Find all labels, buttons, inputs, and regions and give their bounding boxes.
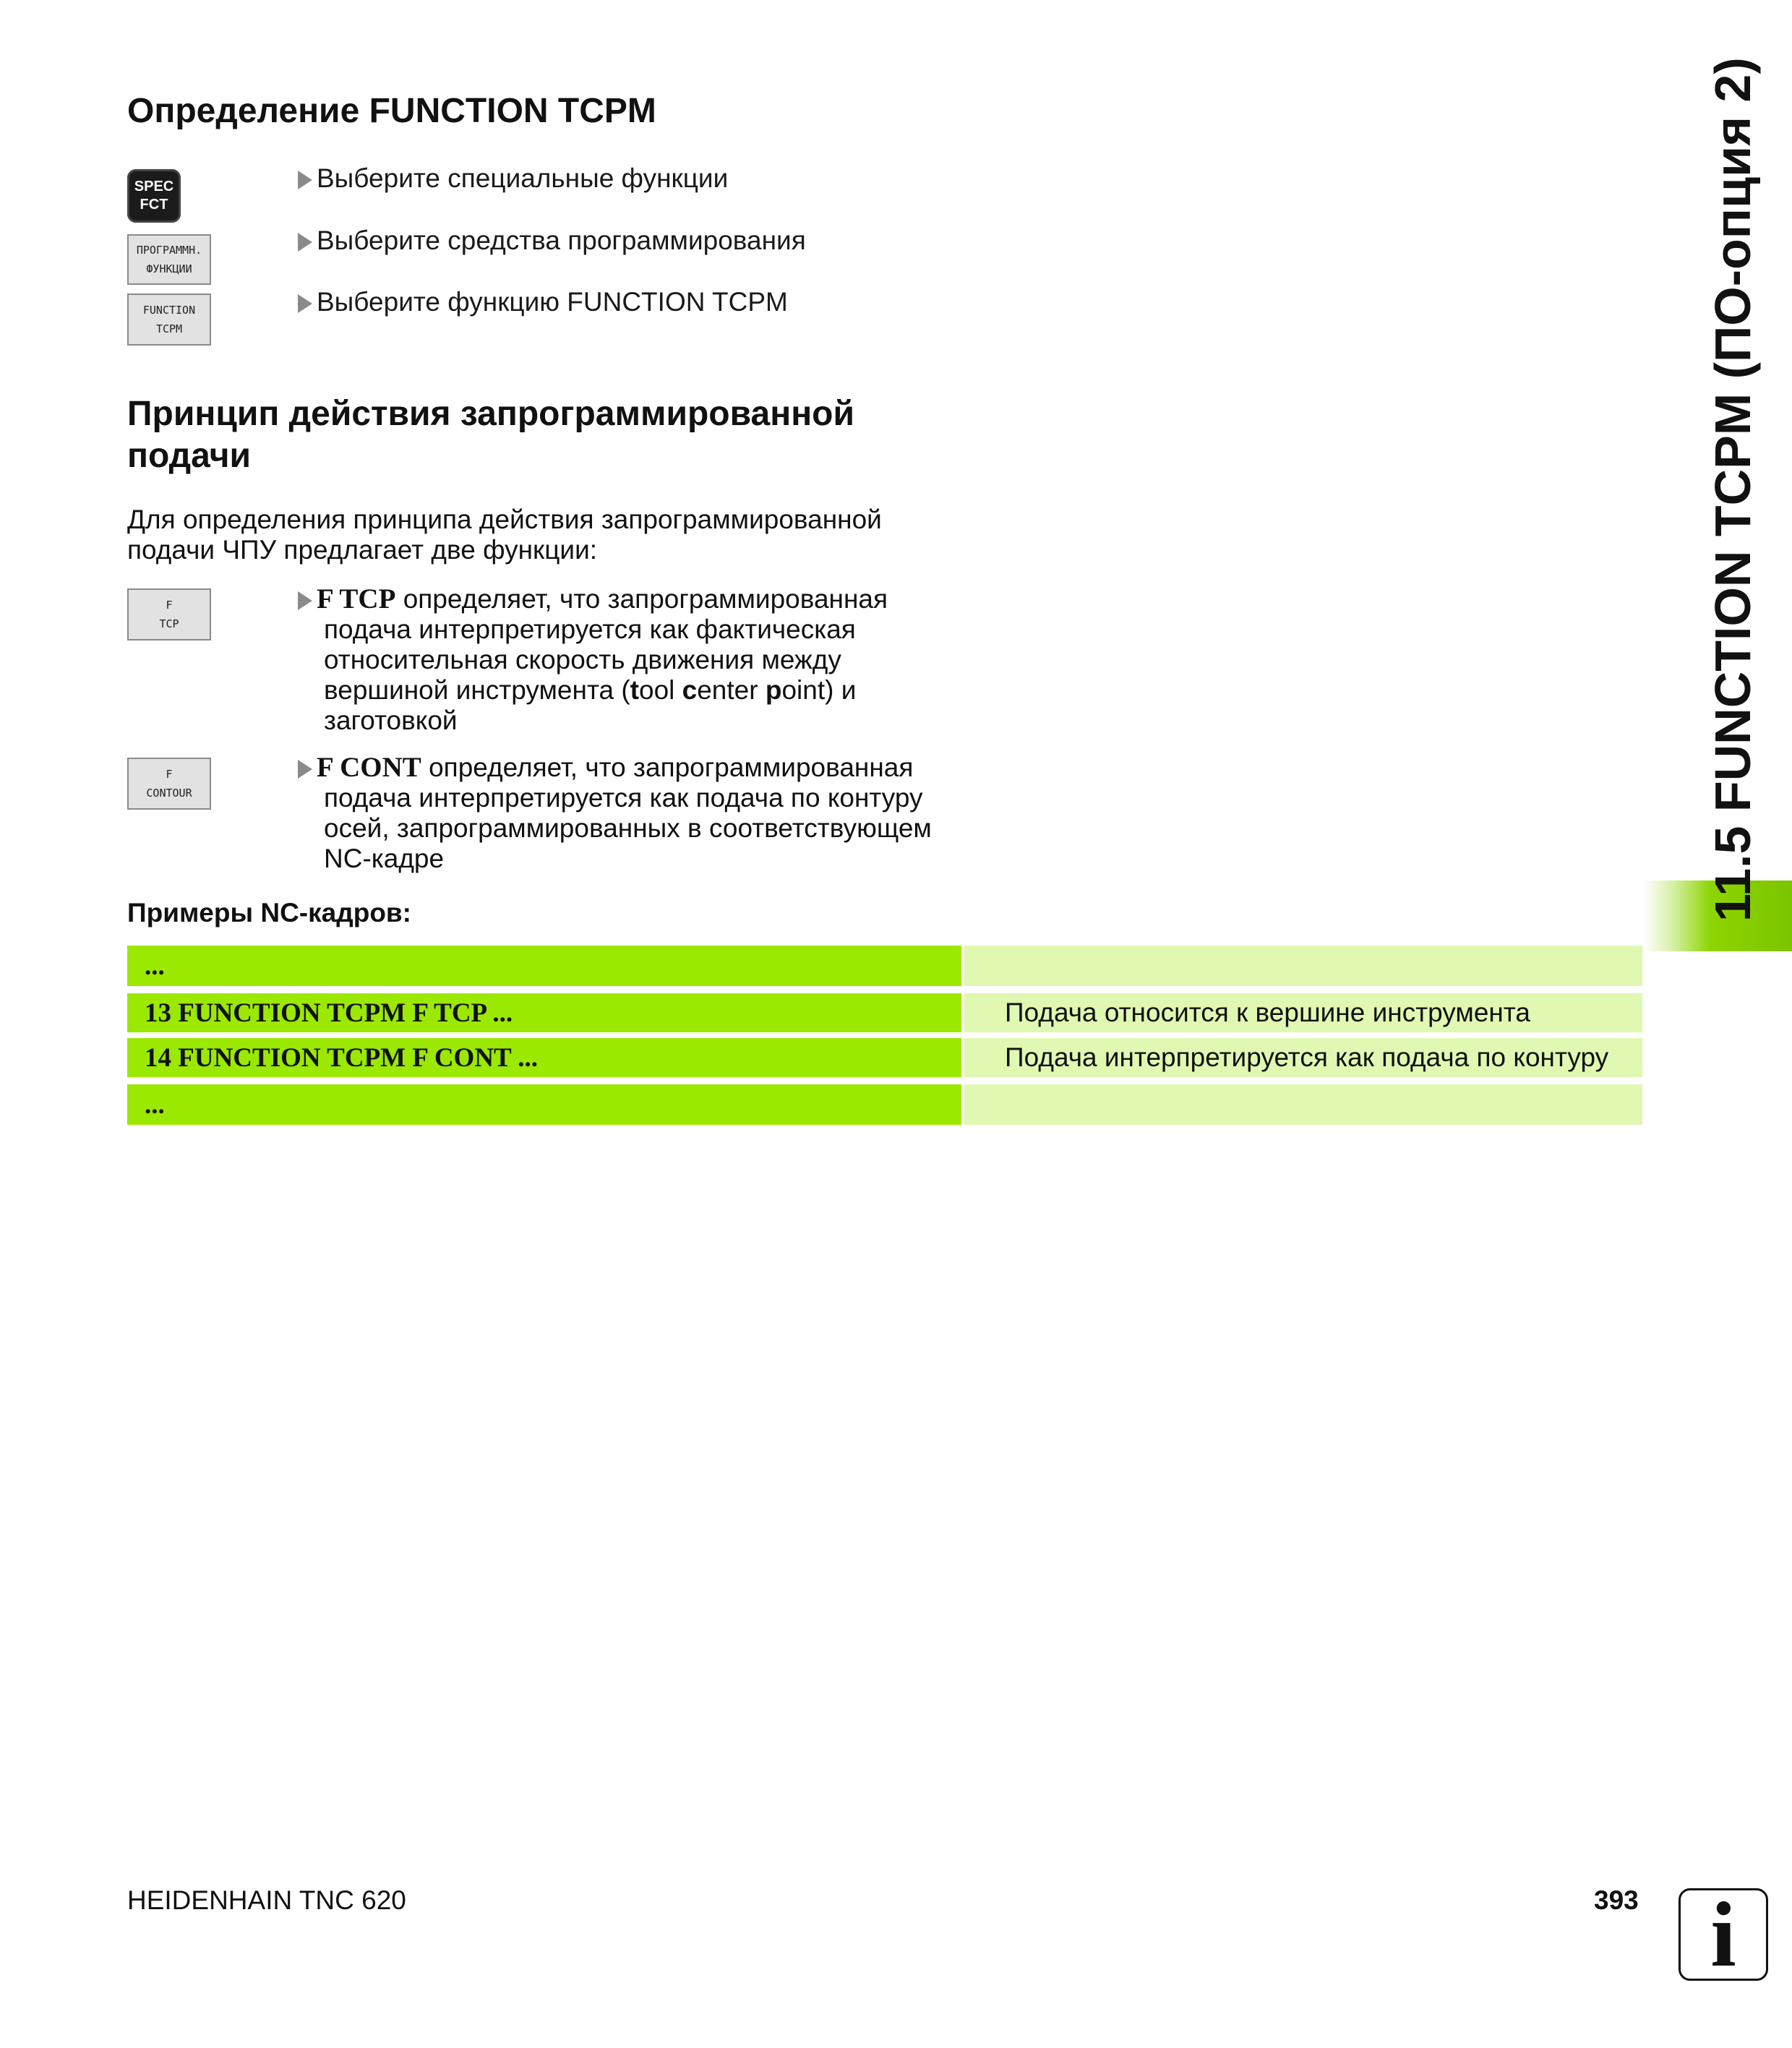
code-cell: ... bbox=[127, 1084, 961, 1125]
step-3 bbox=[298, 287, 788, 317]
table-row bbox=[127, 993, 1642, 1032]
desc-text: oint) и заготовкой bbox=[324, 675, 857, 735]
spec-key-line1: SPEC bbox=[134, 179, 174, 194]
step-text: Выберите функцию FUNCTION TCPM bbox=[317, 287, 788, 317]
section-title-definition: Определение FUNCTION TCPM bbox=[127, 92, 656, 130]
arrow-right-icon bbox=[298, 760, 312, 779]
f-cont-description bbox=[298, 753, 948, 874]
desc-text: подача интерпретируется как фактическая относительная скорость движения между вершиной инструмента ( bbox=[324, 614, 856, 705]
page-number: 393 bbox=[1594, 1885, 1639, 1915]
arrow-right-icon bbox=[298, 233, 312, 252]
desc-text: enter bbox=[697, 675, 766, 705]
table-row bbox=[127, 946, 1642, 986]
softkey-label-line1: F bbox=[166, 768, 173, 781]
term-f-tcp: F TCP bbox=[317, 583, 396, 614]
comment-cell: Подача интерпретируется как подача по контуру bbox=[964, 1038, 1642, 1077]
term-f-cont: F CONT bbox=[317, 752, 421, 783]
desc-first-line: определяет, что запрограммированная bbox=[421, 753, 914, 782]
desc-bold: p bbox=[765, 675, 782, 705]
softkey-label-line2: TCP bbox=[159, 617, 179, 630]
code-cell: ... bbox=[127, 946, 961, 986]
desc-text: подача интерпретируется как подача по контуру осей, запрограммированных в соответствующем NC-кадре bbox=[324, 783, 932, 873]
f-tcp-description bbox=[298, 584, 948, 736]
desc-text: ool bbox=[639, 675, 682, 705]
desc-bold: t bbox=[630, 675, 639, 705]
intro-paragraph: Для определения принципа действия запрограммированной подачи ЧПУ предлагает две функции: bbox=[127, 505, 882, 565]
table-row bbox=[127, 1084, 1642, 1125]
section-title-feed-principle: Принцип действия запрограммированной подачи bbox=[127, 395, 855, 475]
softkey-label-line2: ФУНКЦИИ bbox=[146, 262, 192, 275]
spec-fct-key[interactable] bbox=[127, 169, 181, 223]
softkey-label-line1: ПРОГРАММН. bbox=[136, 244, 202, 257]
footer-manual-name: HEIDENHAIN TNC 620 bbox=[127, 1885, 406, 1915]
info-icon bbox=[1679, 1883, 1768, 1986]
arrow-right-icon bbox=[298, 591, 312, 610]
function-tcpm-softkey[interactable] bbox=[127, 294, 211, 346]
examples-label: Примеры NC-кадров: bbox=[127, 898, 411, 927]
comment-cell bbox=[964, 946, 1642, 986]
table-row bbox=[127, 1038, 1642, 1077]
chapter-side-title: 11.5 FUNCTION TCPM (ПО-опция 2) bbox=[1705, 57, 1761, 922]
step-text: Выберите специальные функции bbox=[317, 163, 729, 193]
softkey-label-line1: FUNCTION bbox=[142, 304, 196, 317]
code-cell: 14 FUNCTION TCPM F CONT ... bbox=[127, 1038, 961, 1077]
comment-cell bbox=[964, 1084, 1642, 1125]
desc-first-line: определяет, что запрограммированная bbox=[395, 584, 888, 614]
arrow-right-icon bbox=[298, 294, 312, 313]
f-contour-softkey[interactable] bbox=[127, 758, 211, 810]
code-cell: 13 FUNCTION TCPM F TCP ... bbox=[127, 993, 961, 1032]
info-glyph: i bbox=[1710, 1883, 1736, 1986]
step-text: Выберите средства программирования bbox=[317, 226, 806, 255]
f-tcp-softkey[interactable] bbox=[127, 588, 211, 640]
softkey-label-line1: F bbox=[166, 599, 173, 612]
step-2 bbox=[298, 226, 806, 256]
spec-key-line2: FCT bbox=[140, 197, 168, 213]
arrow-right-icon bbox=[298, 171, 312, 189]
comment-cell: Подача относится к вершине инструмента bbox=[964, 993, 1642, 1032]
softkey-label-line2: TCPM bbox=[155, 322, 183, 335]
step-1 bbox=[298, 163, 728, 194]
softkey-label-line2: CONTOUR bbox=[146, 787, 192, 800]
desc-bold: c bbox=[682, 675, 698, 705]
program-functions-softkey[interactable] bbox=[127, 234, 211, 285]
